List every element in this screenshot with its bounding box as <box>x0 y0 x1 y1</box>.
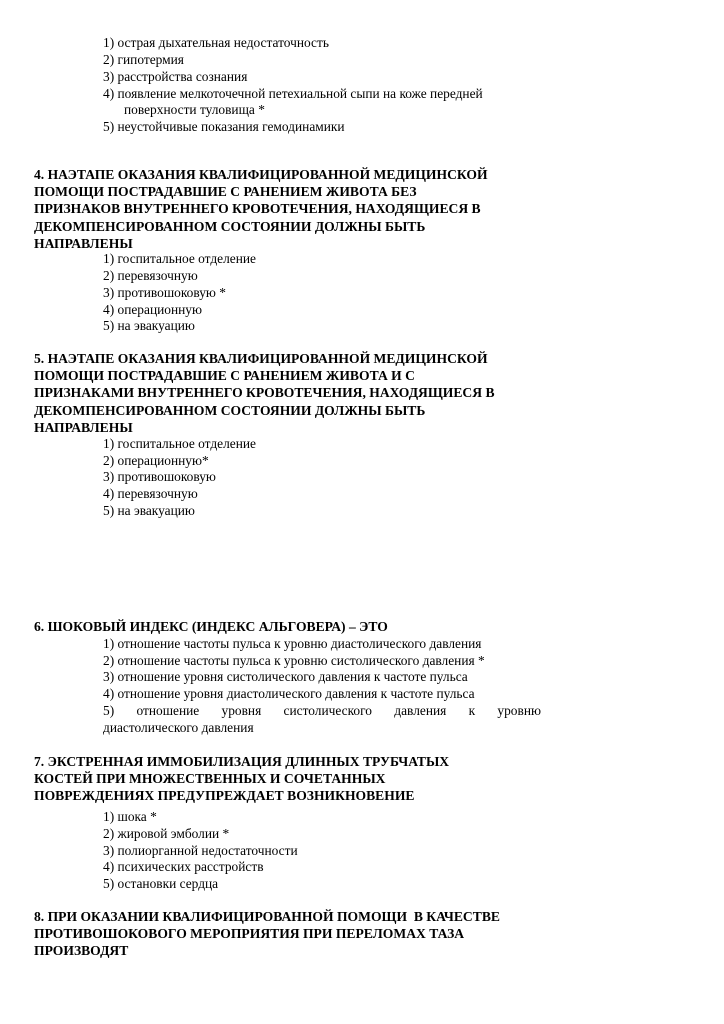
question-6-heading <box>34 618 554 635</box>
carryover-option-4-continuation: поверхности туловища * <box>124 102 265 117</box>
question-4-option-3: 3) противошоковую * <box>103 285 226 300</box>
question-4-line: ДЕКОМПЕНСИРОВАННОМ СОСТОЯНИИ ДОЛЖНЫ БЫТЬ <box>34 218 426 234</box>
question-7-heading <box>34 753 554 805</box>
carryover-option-5: 5) неустойчивые показания гемодинамики <box>103 119 345 134</box>
question-8-line: ПРОТИВОШОКОВОГО МЕРОПРИЯТИЯ ПРИ ПЕРЕЛОМАХ ТАЗА <box>34 926 465 942</box>
question-4-line: ПРИЗНАКОВ ВНУТРЕННЕГО КРОВОТЕЧЕНИЯ, НАХОДЯЩИЕСЯ В <box>34 201 481 217</box>
question-5-option-3: 3) противошоковую <box>103 469 216 484</box>
question-8-line: ПРОИЗВОДЯТ <box>34 943 129 959</box>
question-8-heading <box>34 908 594 960</box>
question-6-option-2: 2) отношение частоты пульса к уровню систолического давления * <box>103 653 485 668</box>
question-8-line: 8. ПРИ ОКАЗАНИИ КВАЛИФИЦИРОВАННОЙ ПОМОЩИ В КАЧЕСТВЕ <box>34 909 500 924</box>
question-6-line: 6. ШОКОВЫЙ ИНДЕКС (ИНДЕКС АЛЬГОВЕРА) – ЭТО <box>34 619 388 634</box>
question-4-line: 4. НАЭТАПЕ ОКАЗАНИЯ КВАЛИФИЦИРОВАННОЙ МЕДИЦИНСКОЙ <box>34 167 488 182</box>
question-6-option-5: 5) отношение уровня систолического давления к уровню <box>103 703 541 718</box>
question-6-option-1: 1) отношение частоты пульса к уровню диастолического давления <box>103 636 482 651</box>
question-7-option-4: 4) психических расстройств <box>103 859 264 874</box>
question-5-line: 5. НАЭТАПЕ ОКАЗАНИЯ КВАЛИФИЦИРОВАННОЙ МЕДИЦИНСКОЙ <box>34 351 488 366</box>
question-6-option-3: 3) отношение уровня систолического давления к частоте пульса <box>103 669 468 684</box>
carryover-option-4: 4) появление мелкоточечной петехиальной сыпи на коже передней <box>103 86 483 101</box>
question-7-option-1: 1) шока * <box>103 809 157 824</box>
question-6-option-5-continuation: диастолического давления <box>103 720 254 735</box>
question-6-option-4: 4) отношение уровня диастолического давления к частоте пульса <box>103 686 475 701</box>
question-5-option-5: 5) на эвакуацию <box>103 503 195 518</box>
question-4-line: ПОМОЩИ ПОСТРАДАВШИЕ С РАНЕНИЕМ ЖИВОТА БЕЗ <box>34 184 417 200</box>
question-5-option-1: 1) госпитальное отделение <box>103 436 256 451</box>
carryover-option-1: 1) острая дыхательная недостаточность <box>103 35 329 50</box>
question-4-option-5: 5) на эвакуацию <box>103 318 195 333</box>
question-5-line: НАПРАВЛЕНЫ <box>34 419 133 435</box>
question-4-line: НАПРАВЛЕНЫ <box>34 235 133 251</box>
question-7-option-5: 5) остановки сердца <box>103 876 219 891</box>
question-7-line: ПОВРЕЖДЕНИЯХ ПРЕДУПРЕЖДАЕТ ВОЗНИКНОВЕНИЕ <box>34 788 415 804</box>
question-4-option-1: 1) госпитальное отделение <box>103 251 256 266</box>
question-4-option-2: 2) перевязочную <box>103 268 198 283</box>
question-5-heading <box>34 350 554 436</box>
question-4-heading <box>34 166 554 252</box>
question-5-option-4: 4) перевязочную <box>103 486 198 501</box>
carryover-option-2: 2) гипотермия <box>103 52 184 67</box>
question-7-option-2: 2) жировой эмболии * <box>103 826 230 841</box>
question-5-line: ПОМОЩИ ПОСТРАДАВШИЕ С РАНЕНИЕМ ЖИВОТА И С <box>34 368 415 384</box>
question-5-line: ДЕКОМПЕНСИРОВАННОМ СОСТОЯНИИ ДОЛЖНЫ БЫТЬ <box>34 402 426 418</box>
question-5-line: ПРИЗНАКАМИ ВНУТРЕННЕГО КРОВОТЕЧЕНИЯ, НАХОДЯЩИЕСЯ В <box>34 385 495 401</box>
carryover-option-3: 3) расстройства сознания <box>103 69 248 84</box>
question-5-option-2: 2) операционную* <box>103 453 209 468</box>
question-7-line: КОСТЕЙ ПРИ МНОЖЕСТВЕННЫХ И СОЧЕТАННЫХ <box>34 771 386 787</box>
question-7-option-3: 3) полиорганной недостаточности <box>103 843 298 858</box>
question-4-option-4: 4) операционную <box>103 302 203 317</box>
question-7-line: 7. ЭКСТРЕННАЯ ИММОБИЛИЗАЦИЯ ДЛИННЫХ ТРУБЧАТЫХ <box>34 754 450 769</box>
